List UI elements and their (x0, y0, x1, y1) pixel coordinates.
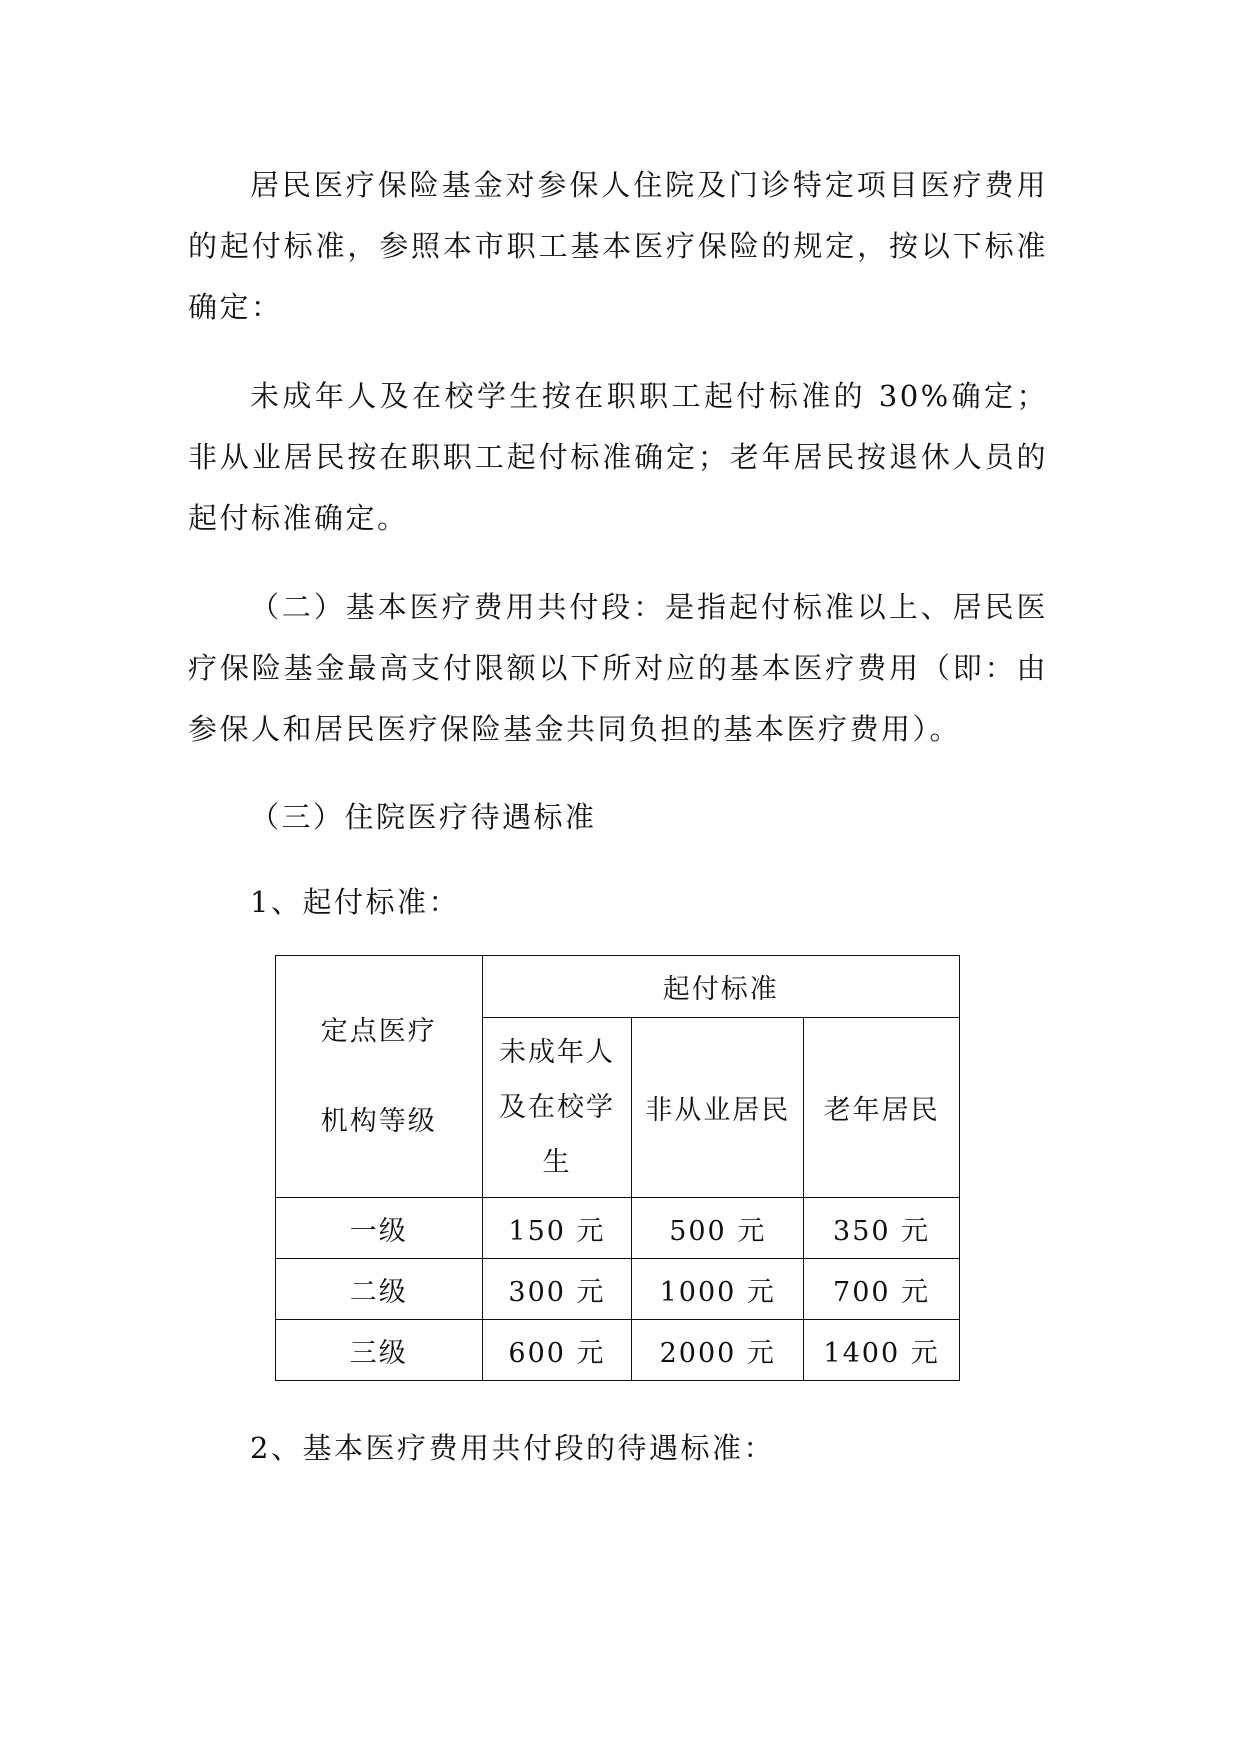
cell-level: 三级 (276, 1320, 483, 1381)
section-heading-inpatient: （三）住院医疗待遇标准 (250, 800, 597, 834)
table-header-row (276, 956, 960, 1018)
deductible-table (275, 955, 960, 1381)
paragraph-copay-segment: （二）基本医疗费用共付段：是指起付标准以上、居民医疗保险基金最高支付限额以下所对应的基本医疗费用（即：由参保人和居民医疗保险基金共同负担的基本医疗费用）。 (188, 590, 1048, 746)
column-header-minor-line2: 及在校学 (498, 1092, 615, 1123)
cell-nonemployed: 1000 元 (632, 1259, 804, 1320)
cell-elderly: 350 元 (804, 1198, 960, 1259)
column-header-nonemployed: 非从业居民 (632, 1018, 804, 1198)
cell-elderly: 700 元 (804, 1259, 960, 1320)
table-row (276, 1198, 960, 1259)
column-header-minor (482, 1018, 632, 1198)
table-row (276, 1320, 960, 1381)
item-heading-deductible: 1、起付标准： (250, 885, 460, 919)
cell-level: 一级 (276, 1198, 483, 1259)
paragraph-deductible-intro: 居民医疗保险基金对参保人住院及门诊特定项目医疗费用的起付标准，参照本市职工基本医疗保险的规定，按以下标准确定： (188, 168, 1048, 324)
table-row (276, 1259, 960, 1320)
item-heading-copay-standard: 2、基本医疗费用共付段的待遇标准： (250, 1431, 775, 1465)
cell-minor: 300 元 (482, 1259, 632, 1320)
cell-minor: 600 元 (482, 1320, 632, 1381)
cell-minor: 150 元 (482, 1198, 632, 1259)
institution-level-header (276, 956, 483, 1198)
paragraph-deductible-rules: 未成年人及在校学生按在职职工起付标准的 30%确定；非从业居民按在职职工起付标准确定；老年居民按退休人员的起付标准确定。 (188, 379, 1048, 535)
institution-level-header-line2: 机构等级 (320, 1105, 437, 1137)
column-header-minor-line1: 未成年人 (498, 1037, 615, 1068)
institution-level-header-line1: 定点医疗 (320, 1015, 437, 1047)
deductible-group-header: 起付标准 (482, 956, 959, 1018)
cell-elderly: 1400 元 (804, 1320, 960, 1381)
cell-nonemployed: 500 元 (632, 1198, 804, 1259)
cell-level: 二级 (276, 1259, 483, 1320)
cell-nonemployed: 2000 元 (632, 1320, 804, 1381)
column-header-minor-line3: 生 (542, 1147, 572, 1178)
column-header-elderly: 老年居民 (804, 1018, 960, 1198)
